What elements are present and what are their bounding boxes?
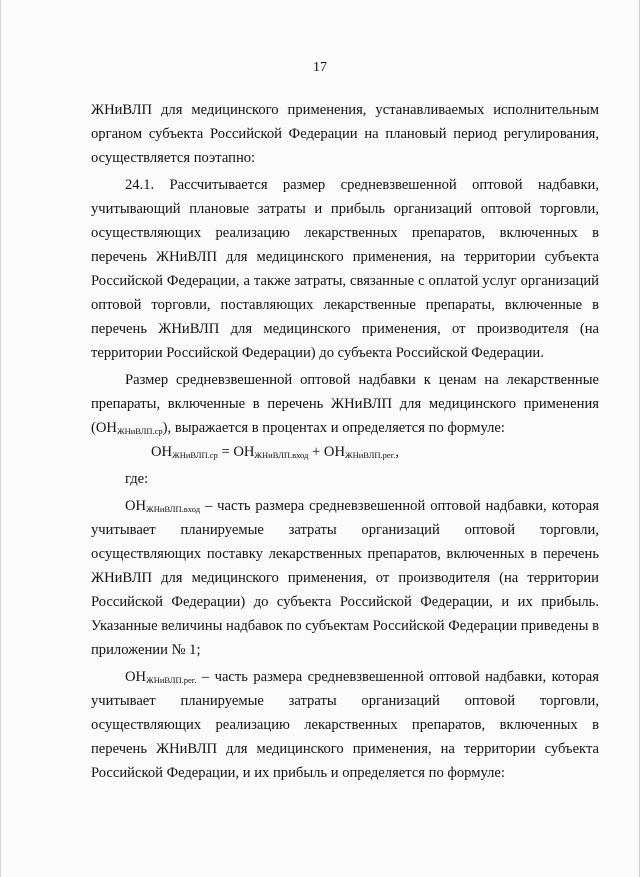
page-number: 17 [313,60,327,75]
definition-term: ОН [125,669,147,685]
definition-text: – часть размера средневзвешенной оптовой надбавки, которая учитывает планируемые затраты организаций оптовой торговли, осуществляющих поставку лекарственных препаратов, включенных в перечень ЖНиВЛП для медицинского применения, от производителя (на территории Российской Федерации) до субъекта Российской Федерации, и их прибыль. Указанные величины надбавок по субъектам Российской Федерации приведены в приложении № 1; [91,498,599,658]
definition-subscript: ЖНиВЛП.рег. [146,675,197,685]
definition-subscript: ЖНиВЛП.вход [146,504,201,514]
subscript-cp: ЖНиВЛП.ср [116,426,163,436]
formula-comma: , [395,444,400,460]
paragraph-size-definition [91,368,599,440]
formula-subscript: ЖНиВЛП.ср [172,450,218,460]
definition-text: – часть размера средневзвешенной оптовой надбавки, которая учитывает планируемые затраты организаций оптовой торговли, осуществляющих реализацию лекарственных препаратов, включенных в перечень ЖНиВЛП для медицинского применения, на территории субъекта Российской Федерации, и их прибыль и определяется по формуле: [91,669,599,781]
formula-term: ОН [323,444,345,460]
document-body [91,98,599,785]
formula-term: ОН [233,444,255,460]
formula-subscript: ЖНиВЛП.рег. [345,450,396,460]
formula-term: ОН [151,444,173,460]
definition-term: ОН [125,498,147,514]
paragraph-24-1: 24.1. Рассчитывается размер средневзвешенной оптовой надбавки, учитывающий плановые затраты и прибыль организаций оптовой торговли, осуществляющих реализацию лекарственных препаратов, включенных в перечень ЖНиВЛП для медицинского применения, на территории субъекта Российской Федерации, а также затраты, связанные с оплатой услуг организаций оптовой торговли, поставляющих лекарственные препараты, включенные в перечень ЖНиВЛП для медицинского применения, от производителя (на территории Российской Федерации) до субъекта Российской Федерации. [91,177,599,361]
formula-equals: = [217,444,234,460]
paragraph-intro: ЖНиВЛП для медицинского применения, устанавливаемых исполнительным органом субъекта Российской Федерации на плановый период регулирования, осуществляется поэтапно: [91,102,599,166]
definition-vhod [91,494,599,662]
where-label: где: [125,471,149,487]
formula-subscript: ЖНиВЛП.вход [254,450,309,460]
formula-main [91,440,599,464]
paragraph-size-text-end: ), выражается в процентах и определяется по формуле: [162,420,505,436]
formula-plus: + [308,444,324,460]
paragraph-size-text: Размер средневзвешенной оптовой надбавки к ценам на лекарственные препараты, включенные в перечень ЖНиВЛП для медицинского применения (ОН [91,372,599,436]
definition-reg [91,665,599,785]
